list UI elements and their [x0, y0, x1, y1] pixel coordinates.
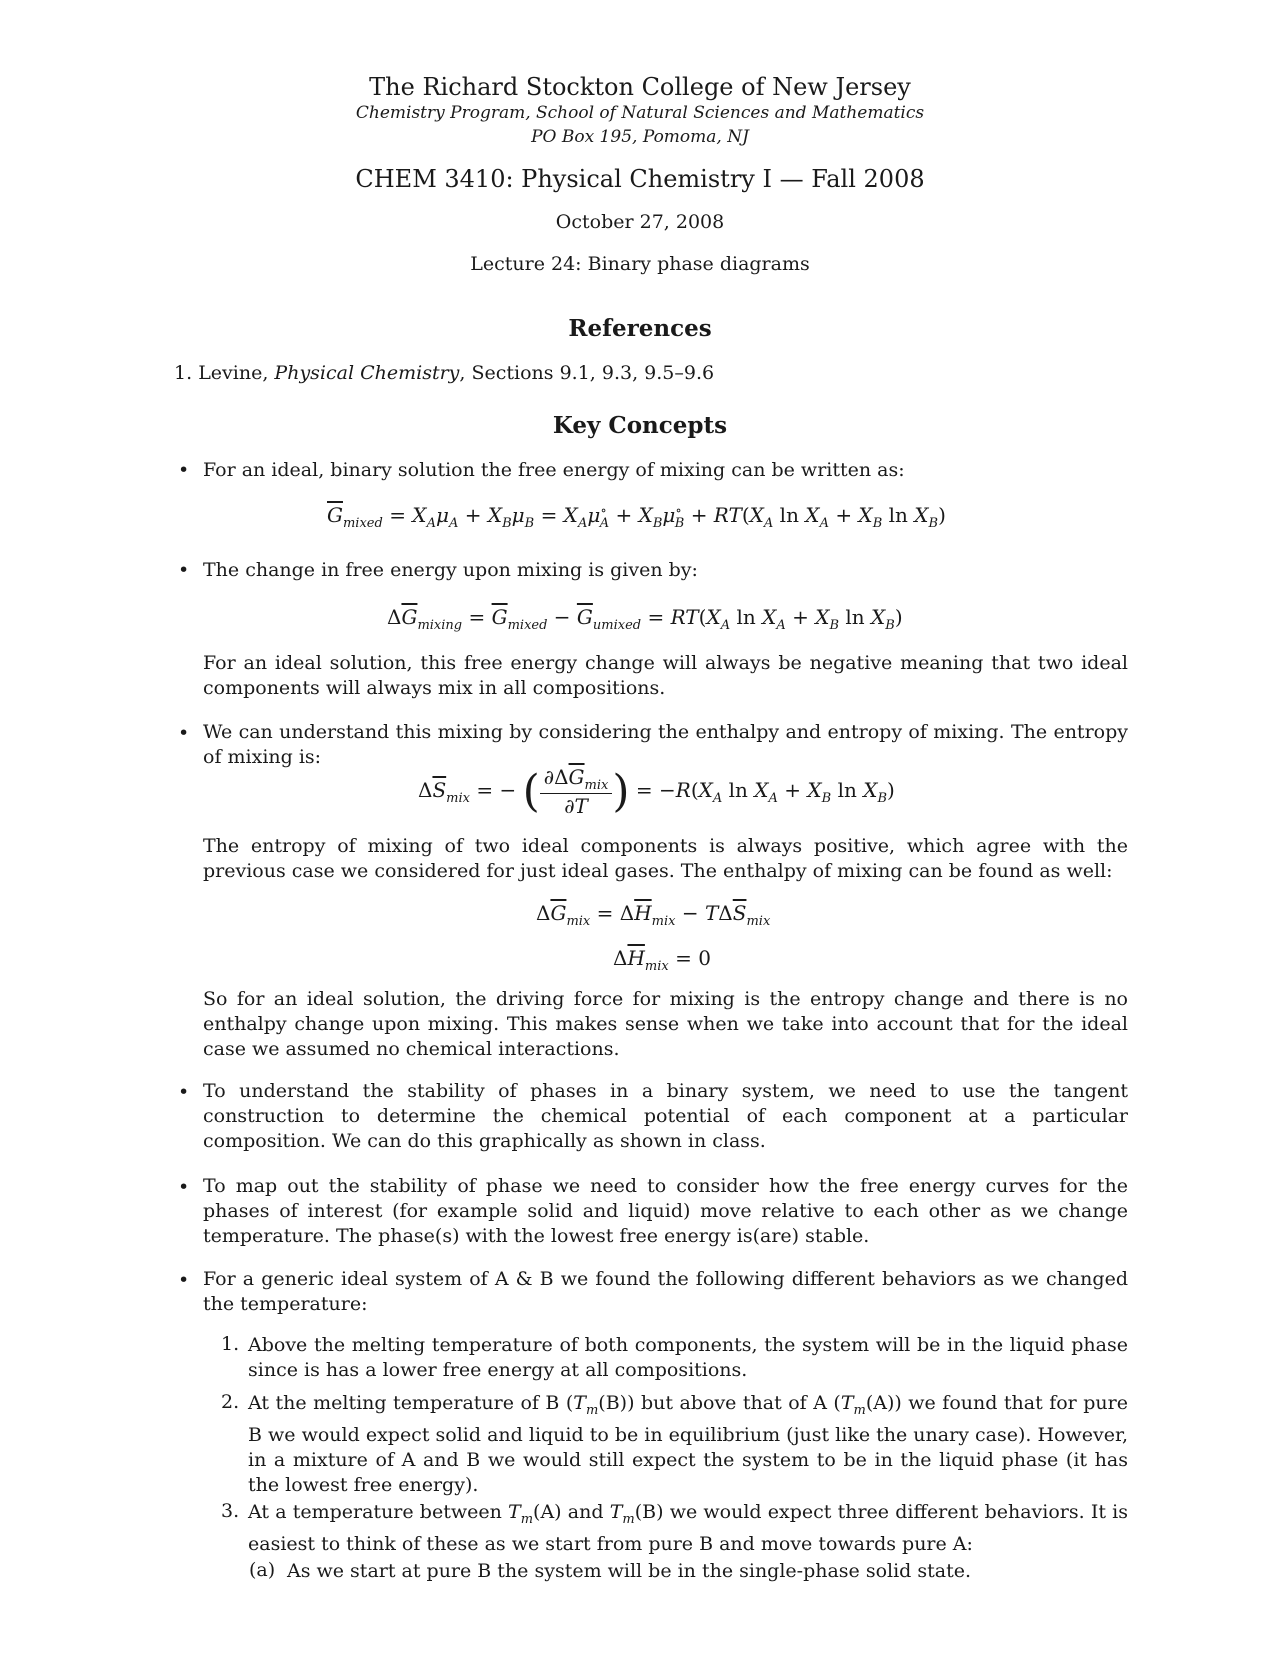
program-name: Chemistry Program, School of Natural Sciences and Mathematics	[355, 103, 925, 123]
list-number: 3.	[221, 1500, 240, 1522]
course-title: CHEM 3410: Physical Chemistry I — Fall 2008	[355, 165, 925, 193]
equation-delta-s-mix: $\Delta\overline{S}_{mix}$ = − ( $\frac{\partial\Delta\overline{G}_{mix}}{\partial T}$ ) = $-R(X_A$ $\ln X_A + X_B$ $\ln X_B$)	[418, 765, 895, 818]
reference-book: Physical Chemistry	[274, 362, 460, 384]
concept-paragraph: The entropy of mixing of two ideal components is always positive, which agree with the previous case we considered for just ideal gases. The enthalpy of mixing can be found as well:	[203, 835, 1128, 882]
concept-paragraph: The change in free energy upon mixing is given by:	[203, 559, 698, 581]
concept-paragraph: To understand the stability of phases in a binary system, we need to use the tangent construction to determine the chemical potential of each component at a particular composition. We can do this graphically as shown in class.	[203, 1080, 1128, 1152]
concept-paragraph: So for an ideal solution, the driving force for mixing is the entropy change and there is no enthalpy change upon mixing. This makes sense when we take into account that for the ideal case we assumed no chemical interactions.	[203, 988, 1128, 1060]
equation-g-mixed: $\overline{G}_{mixed} = X_A\mu_A + X_B\mu_B = X_A\mu^\circ_A + X_B\mu^\circ_B + RT(X_A$ $\ln X_A + X_B$ $\ln X_B$)	[327, 503, 946, 531]
list-item: Above the melting temperature of both components, the system will be in the liquid phase since is has a lower free energy at all compositions.	[248, 1334, 1128, 1381]
bullet-dot: •	[178, 559, 190, 581]
concept-paragraph: For an ideal solution, this free energy change will always be negative meaning that two ideal components will always mix in all compositions.	[203, 652, 1128, 699]
college-name: The Richard Stockton College of New Jersey	[369, 73, 911, 101]
lecture-title: Lecture 24: Binary phase diagrams	[470, 253, 810, 275]
list-item: At a temperature between $T_m(A)$ and $T_m(B)$ we would expect three different behaviors. It is easiest to think of these as we start from pure B and move towards pure A:	[248, 1501, 1128, 1555]
key-concepts-heading: Key Concepts	[552, 412, 728, 439]
concept-paragraph: For an ideal, binary solution the free energy of mixing can be written as:	[203, 459, 905, 481]
address: PO Box 195, Pomoma, NJ	[531, 127, 749, 147]
list-number: 1.	[221, 1333, 240, 1355]
list-number: 2.	[221, 1391, 240, 1413]
equation-gibbs-mix: $\Delta\overline{G}_{mix} = \Delta\overline{H}_{mix} - T\Delta\overline{S}_{mix}$	[536, 901, 771, 929]
bullet-dot: •	[178, 1176, 190, 1198]
reference-number: 1.	[174, 362, 193, 384]
reference-author: Levine,	[198, 362, 275, 384]
references-heading: References	[568, 315, 712, 342]
equation-delta-h-zero: $\Delta\overline{H}_{mix} = 0$	[613, 946, 711, 974]
list-item: At the melting temperature of B $(T_m(B))$ but above that of A $(T_m(A))$ we found that for pure B we would expect solid and liquid to be in equilibrium (just like the unary case). However, in a mixture of A and B we would still expect the system to be in the liquid phase (it has the lowest free energy).	[248, 1392, 1128, 1496]
sublist-label: (a)	[249, 1559, 276, 1581]
bullet-dot: •	[178, 1081, 190, 1103]
lecture-date: October 27, 2008	[555, 211, 725, 233]
equation-delta-g-mixing: $\Delta\overline{G}_{mixing} = \overline{G}_{mixed} - \overline{G}_{umixed} = RT(X_A$ $\ln X_A + X_B$ $\ln X_B$)	[387, 605, 903, 633]
reference-sections: , Sections 9.1, 9.3, 9.5–9.6	[459, 362, 715, 384]
reference-item	[174, 362, 714, 384]
concept-paragraph: We can understand this mixing by considering the enthalpy and entropy of mixing. The entropy of mixing is:	[203, 721, 1128, 768]
bullet-dot: •	[178, 1269, 190, 1291]
concept-paragraph: For a generic ideal system of A & B we found the following different behaviors as we changed the temperature:	[203, 1268, 1128, 1315]
bullet-dot: •	[178, 722, 190, 744]
bullet-dot: •	[178, 459, 190, 481]
sublist-item: As we start at pure B the system will be in the single-phase solid state.	[287, 1560, 972, 1582]
concept-paragraph: To map out the stability of phase we need to consider how the free energy curves for the phases of interest (for example solid and liquid) move relative to each other as we change temperature. The phase(s) with the lowest free energy is(are) stable.	[203, 1175, 1128, 1247]
